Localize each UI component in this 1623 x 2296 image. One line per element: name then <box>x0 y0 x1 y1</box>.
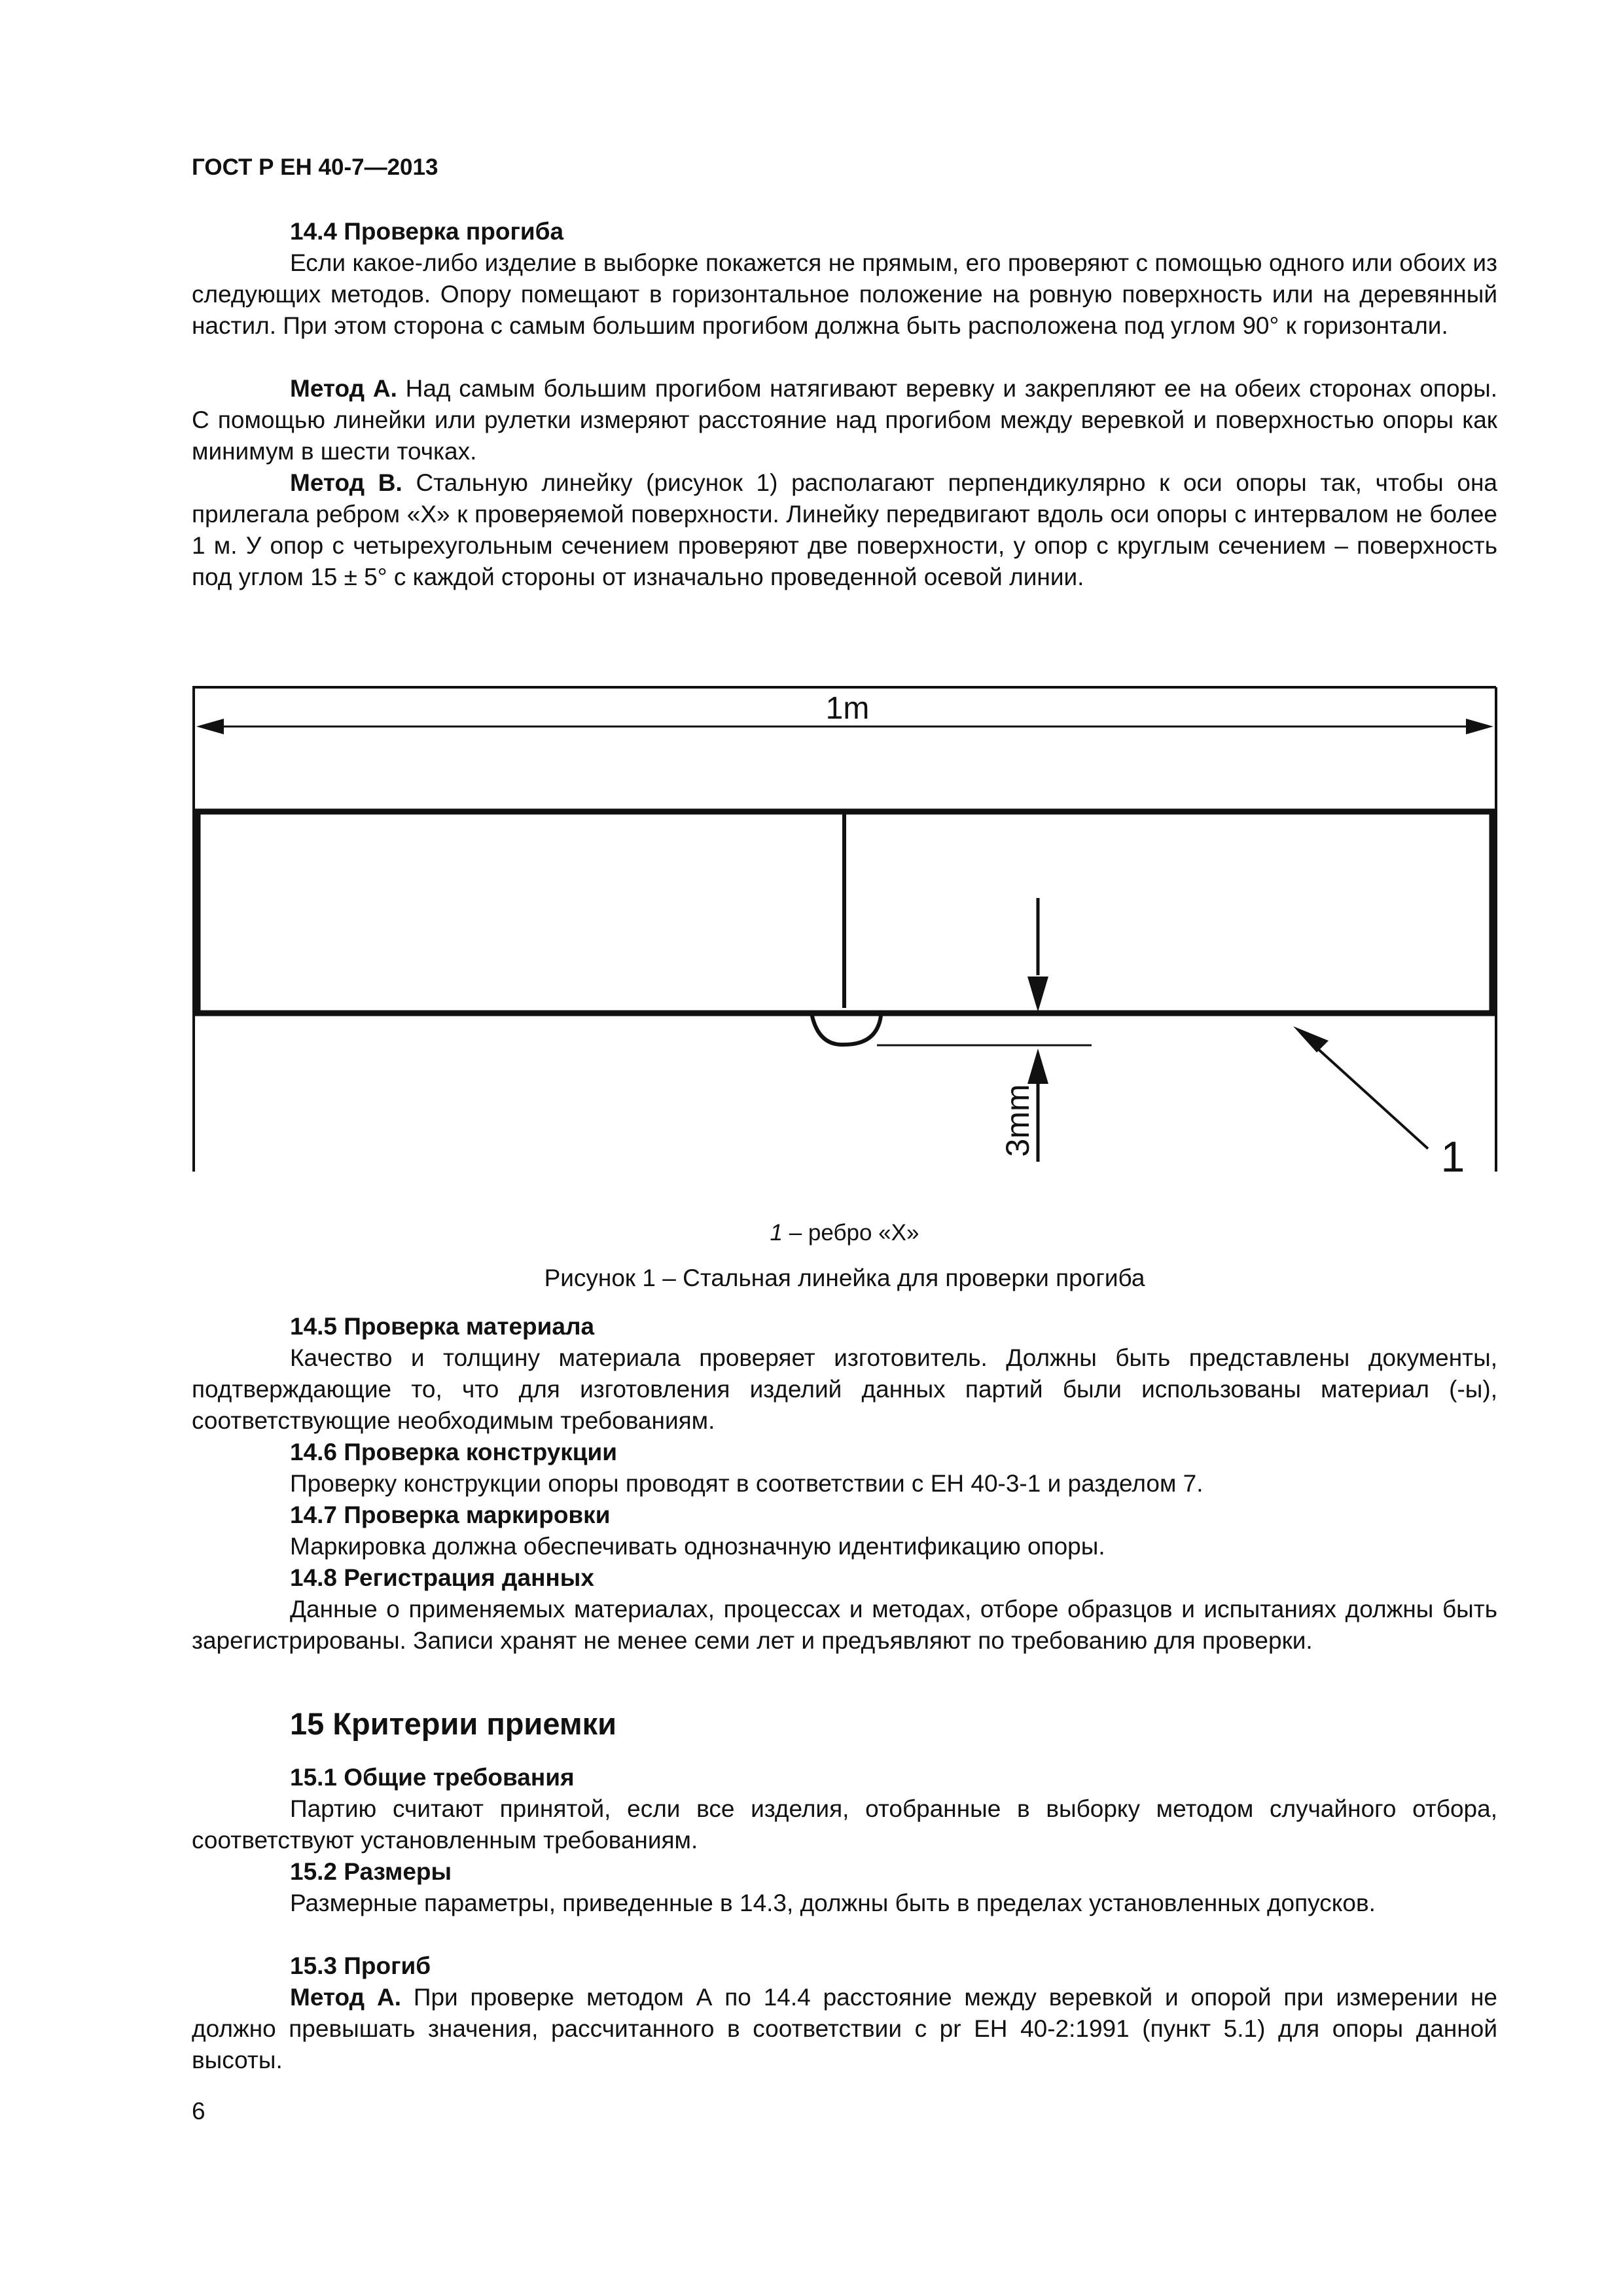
callout-leader-line <box>1309 1041 1428 1149</box>
figure-legend <box>192 1220 1497 1246</box>
section-14-4-paragraph: Если какое-либо изделие в выборке покажется не прямым, его проверяют с помощью одного или обоих из следующих методов. Опору помещают в горизонтальное положение на ровную поверхность или на деревянный настил. При этом сторона с самым большим прогибом должна быть расположена под углом 90° к горизонтали. <box>192 249 1497 339</box>
method-a-text: Над самым большим прогибом натягивают веревку и закрепляют ее на обеих сторонах опоры. С помощью линейки или рулетки измеряют расстояние над прогибом между веревкой и поверхностью опоры как минимум в шести точках. <box>192 375 1497 465</box>
length-label-1m: 1m <box>825 691 870 726</box>
section-14-7-text: Маркировка должна обеспечивать однозначную идентификацию опоры. <box>290 1533 1105 1560</box>
section-14-8-title: 14.8 Регистрация данных <box>290 1564 594 1591</box>
gap-label-3mm: 3mm <box>999 1084 1036 1157</box>
callout-arrowhead <box>1293 1026 1329 1052</box>
section-14-4-title: 14.4 Проверка прогиба <box>290 218 564 245</box>
section-14-6-title: 14.6 Проверка конструкции <box>290 1439 618 1465</box>
upper-arrowhead <box>1027 977 1048 1012</box>
section-15-3-method-a-label: Метод А. <box>290 1984 401 2011</box>
section-15-3-paragraph <box>192 1982 1497 2076</box>
section-14-5-text: Качество и толщину материала проверяет изготовитель. Должны быть представлены документы, подтверждающие то, что для изготовления изделий данных партий были использованы материал (-ы), соответствующие необходимым требованиям. <box>192 1344 1497 1434</box>
method-b-text: Стальную линейку (рисунок 1) располагают перпендикулярно к оси опоры так, чтобы она прилегала ребром «Х» к проверяемой поверхности. Линейку передвигают вдоль оси опоры с интервалом не более 1 м. У опор с четырехугольным сечением проверяют две поверхности, у опор с круглым сечением – поверхность под углом 15 ± 5° с каждой стороны от изначально проведенной осевой линии. <box>192 469 1497 590</box>
lower-arrowhead <box>1027 1049 1048 1084</box>
page-number: 6 <box>192 2098 205 2125</box>
legend-number: 1 <box>770 1220 783 1246</box>
section-15-3-method-a-text: При проверке методом А по 14.4 расстояние между веревкой и опорой при измерении не должно превышать значения, рассчитанного в соответствии с pr ЕН 40-2:1991 (пункт 5.1) для опоры данной высоты. <box>192 1984 1497 2073</box>
section-14-7-title: 14.7 Проверка маркировки <box>290 1501 611 1528</box>
section-15-2-text: Размерные параметры, приведенные в 14.3, должны быть в пределах установленных допусков. <box>290 1890 1376 1916</box>
section-15-heading: 15 Критерии приемки <box>290 1706 617 1741</box>
method-a-label: Метод А. <box>290 375 397 402</box>
edge-x-contact <box>812 1013 881 1045</box>
section-14-5-title: 14.5 Проверка материала <box>290 1313 595 1340</box>
legend-text: – ребро «Х» <box>783 1220 919 1246</box>
section-15-3-title: 15.3 Прогиб <box>290 1952 431 1979</box>
section-15-1-text: Партию считают принятой, если все изделия, отобранные в выборку методом случайного отбора, соответствуют установленным требованиям. <box>192 1795 1497 1854</box>
section-14-6-text: Проверку конструкции опоры проводят в соответствии с ЕН 40-3-1 и разделом 7. <box>290 1470 1204 1497</box>
document-header: ГОСТ Р ЕН 40-7—2013 <box>192 154 438 180</box>
method-b-label: Метод В. <box>290 469 402 496</box>
section-15-1-title: 15.1 Общие требования <box>290 1764 575 1791</box>
callout-number-1: 1 <box>1440 1132 1465 1181</box>
figure-caption: Рисунок 1 – Стальная линейка для проверки прогиба <box>544 1265 1145 1291</box>
section-14-8-text: Данные о применяемых материалах, процессах и методах, отборе образцов и испытаниях должны быть зарегистрированы. Записи хранят не менее семи лет и предъявляют по требованию для проверки. <box>192 1596 1497 1654</box>
section-15-2-title: 15.2 Размеры <box>290 1858 452 1885</box>
dimension-arrowhead-right <box>1466 719 1493 734</box>
dimension-arrowhead-left <box>196 719 224 734</box>
